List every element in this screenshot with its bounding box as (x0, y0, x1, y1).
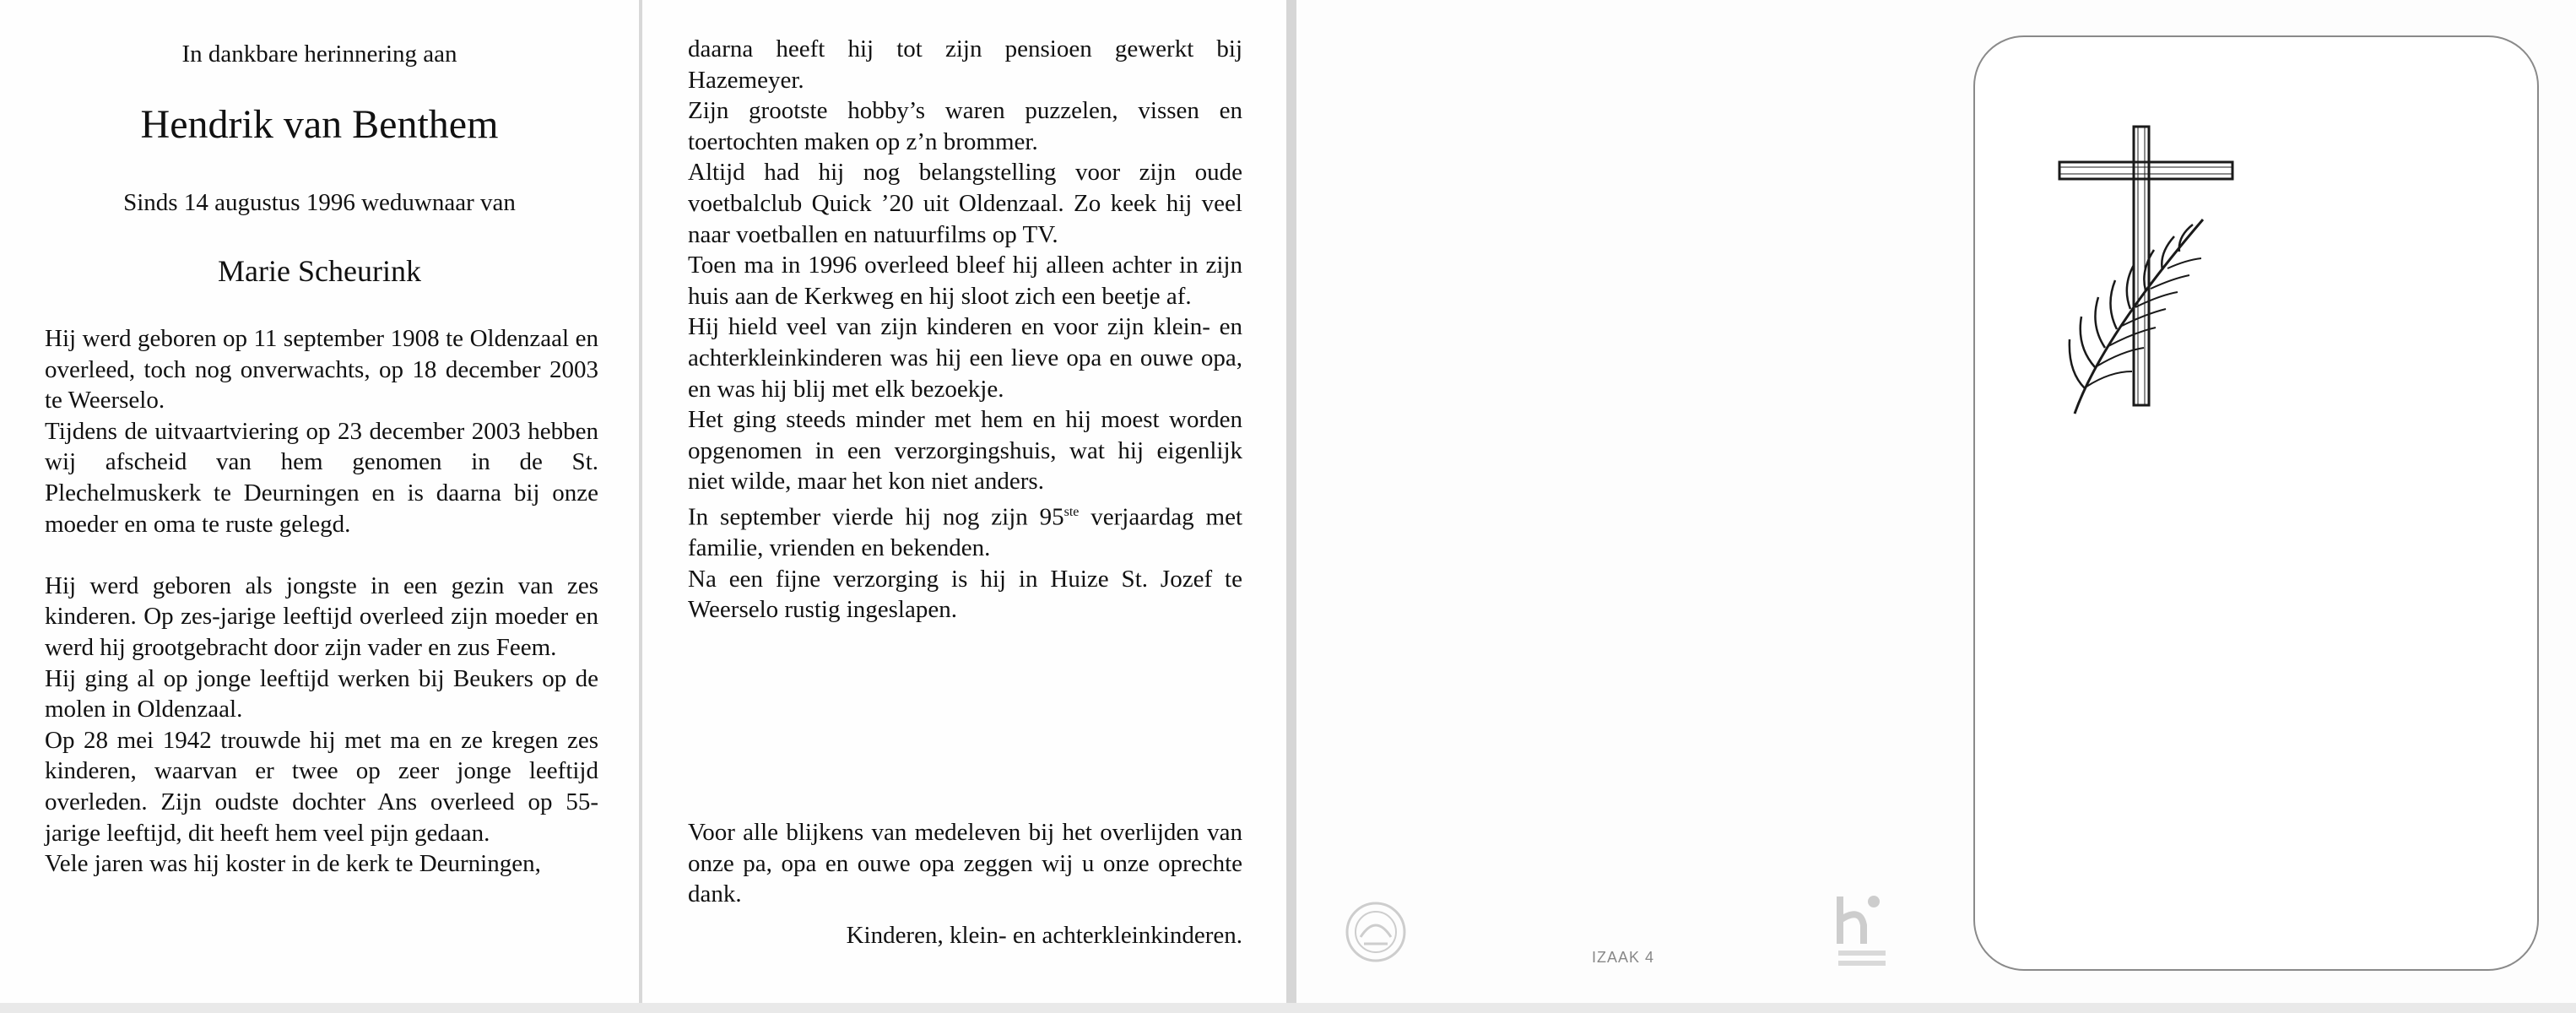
superscript: ste (1063, 504, 1080, 519)
product-code: IZAAK 4 (1592, 949, 1655, 966)
publisher-seal-icon (1342, 897, 1410, 967)
intro-line: In dankbare herinnering aan (181, 41, 457, 68)
deceased-name: Hendrik van Benthem (140, 102, 499, 147)
text-line: Na een fijne verzorging is hij in Huize St. Jozef te Weerselo rustig ingeslapen. (688, 565, 1242, 624)
text-line: Hij hield veel van zijn kinderen en voor zijn klein- en achterkleinkinderen was hij een lieve opa en ouwe opa, en was hij blij met elk bezoekje. (688, 313, 1242, 403)
thanks-text: Voor alle blijkens van medeleven bij het overlijden van onze pa, opa en ouwe opa zeggen wij u onze oprechte dank. (688, 819, 1242, 908)
text-line: Op 28 mei 1942 trouwde hij met ma en ze kregen zes kinderen, waarvan er twee op zeer jonge leeftijd overleden. Zijn oudste dochter Ans overleed op 55-jarige leeftijd, dit heeft hem veel pijn gedaan. (45, 726, 598, 847)
signature: Kinderen, klein- en achterkleinkinderen. (846, 922, 1242, 949)
biography-part-2 (688, 34, 1242, 626)
text-line: Hij werd geboren op 11 september 1908 te Oldenzaal en overleed, toch nog onverwachts, op 18 december 2003 te Weerselo. (45, 325, 598, 414)
biography-part-1 (45, 323, 598, 880)
text-line: Zijn grootste hobby’s waren puzzelen, vissen en toertochten maken op z’n brommer. (688, 97, 1242, 155)
text-line: Toen ma in 1996 overleed bleef hij alleen achter in zijn huis aan de Kerkweg en hij sloot zich een beetje af. (688, 252, 1242, 310)
text-line: Hij werd geboren als jongste in een gezin van zes kinderen. Op zes-jarige leeftijd overleed zijn moeder en werd hij grootgebracht door zijn vader en zus Feem. (45, 572, 598, 661)
paragraph (45, 323, 598, 539)
text-line: Het ging steeds minder met hem en hij moest worden opgenomen in een verzorgingshuis, wat hij eigenlijk niet wilde, maar het kon niet anders. (688, 406, 1242, 496)
birthday-line: In september vierde hij nog zijn 95ste verjaardag met familie, vrienden en bekenden. (688, 503, 1242, 562)
text-line: Hij ging al op jonge leeftijd werken bij Beukers op de molen in Oldenzaal. (45, 664, 598, 723)
page-left (0, 0, 639, 1003)
text-line: Vele jaren was hij koster in de kerk te Deurningen, (45, 850, 541, 878)
paragraph (45, 571, 598, 880)
widower-line: Sinds 14 augustus 1996 weduwnaar van (123, 189, 516, 216)
fold-divider (1286, 0, 1296, 1003)
printer-logo-icon (1835, 891, 1889, 972)
text-line: daarna heeft hij tot zijn pensioen gewerkt bij Hazemeyer. (688, 35, 1242, 94)
cross-with-palm-icon (2051, 118, 2245, 422)
spouse-name: Marie Scheurink (218, 254, 421, 288)
text-line: Tijdens de uitvaartviering op 23 december 2003 hebben wij afscheid van hem genomen in de St. Plechelmuskerk te Deurningen en is daarna bij onze moeder en oma te ruste gelegd. (45, 417, 598, 538)
text-line: Altijd had hij nog belangstelling voor zijn oude voetbalclub Quick ’20 uit Oldenzaal. Zo keek hij veel naar voetballen en natuurfilms op TV. (688, 159, 1242, 248)
